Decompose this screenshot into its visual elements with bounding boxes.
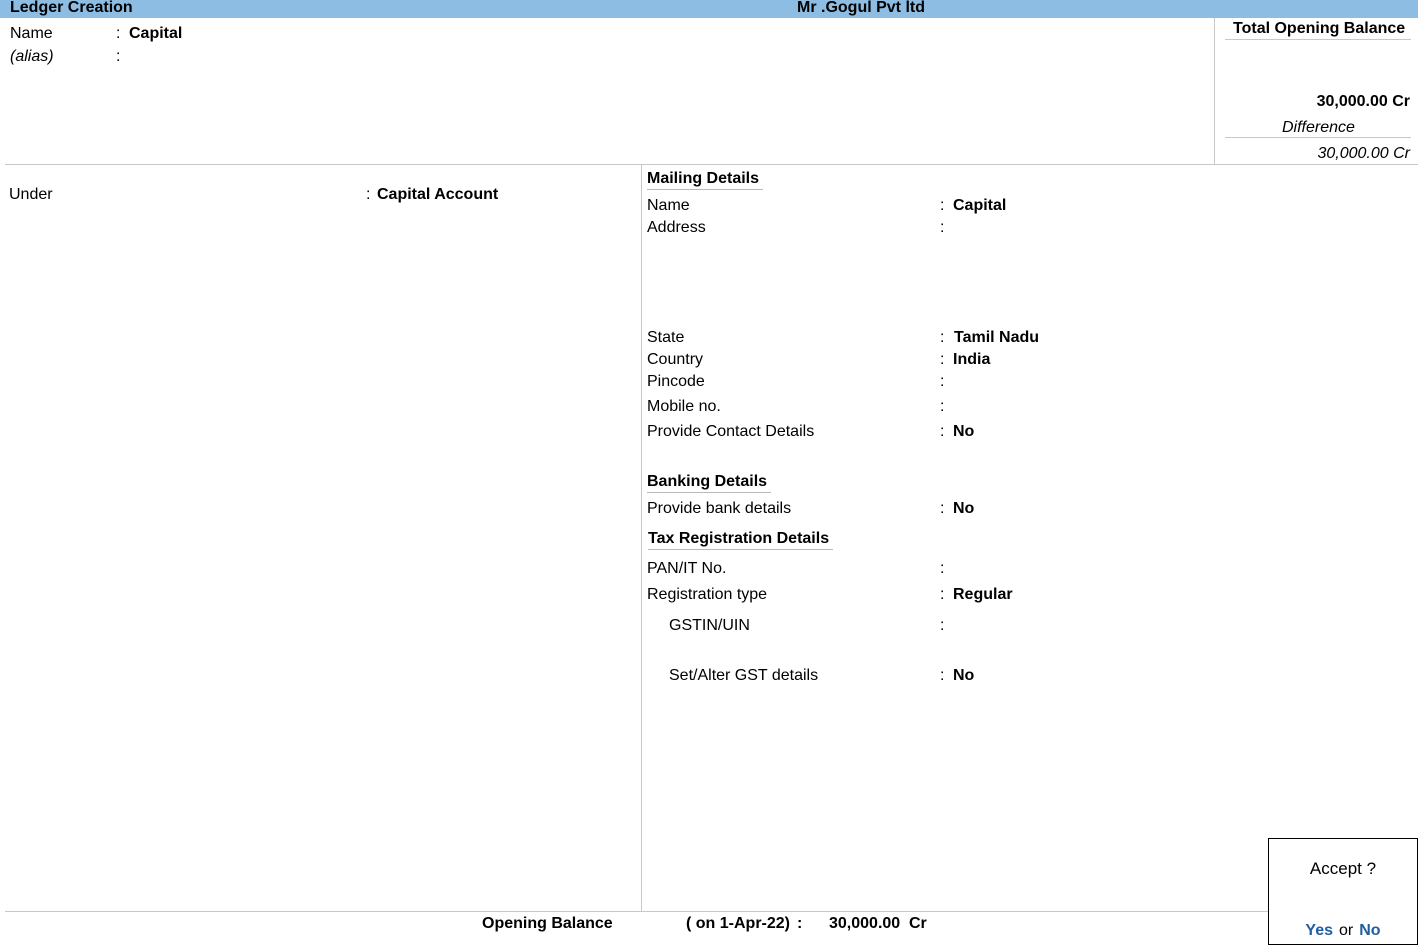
- title-bar: [0, 0, 1418, 18]
- mobile-colon: :: [940, 398, 945, 415]
- registration-type-field[interactable]: Regular: [953, 586, 1013, 603]
- address-label: Address: [647, 219, 706, 236]
- gst-details-colon: :: [940, 667, 945, 684]
- under-field[interactable]: Capital Account: [377, 186, 499, 203]
- under-colon: :: [366, 186, 371, 203]
- name-label: Name: [10, 25, 53, 42]
- name-colon: :: [116, 25, 121, 42]
- total-opening-balance-value: 30,000.00 Cr: [1316, 93, 1410, 110]
- mobile-field[interactable]: [953, 398, 1103, 416]
- mailing-name-colon: :: [940, 197, 945, 214]
- country-colon: :: [940, 351, 945, 368]
- total-opening-balance-panel: [1214, 18, 1418, 164]
- tax-registration-heading: Tax Registration Details: [648, 530, 833, 550]
- difference-value: 30,000.00 Cr: [1317, 145, 1410, 162]
- top-section-divider: [5, 164, 1418, 165]
- mailing-name-label: Name: [647, 197, 690, 214]
- company-name: Mr .Gogul Pvt ltd: [797, 0, 925, 16]
- state-colon: :: [940, 329, 945, 346]
- mobile-label: Mobile no.: [647, 398, 721, 415]
- contact-details-field[interactable]: No: [953, 423, 975, 440]
- bank-details-field[interactable]: No: [953, 500, 975, 517]
- opening-balance-amount[interactable]: 30,000.00: [829, 915, 901, 932]
- address-field[interactable]: [953, 219, 1253, 237]
- opening-balance-label: Opening Balance: [482, 915, 613, 932]
- gstin-colon: :: [940, 617, 945, 634]
- difference-label: Difference: [1282, 119, 1355, 136]
- pincode-label: Pincode: [647, 373, 705, 390]
- bank-details-label: Provide bank details: [647, 500, 792, 517]
- opening-balance-crdr[interactable]: Cr: [909, 915, 927, 932]
- pane-divider: [641, 164, 642, 911]
- pincode-field[interactable]: [953, 373, 1103, 391]
- no-button[interactable]: No: [1359, 922, 1381, 939]
- pan-field[interactable]: [953, 560, 1103, 578]
- accept-question: Accept ?: [1309, 859, 1377, 878]
- accept-choices: [1269, 922, 1417, 940]
- name-field[interactable]: Capital: [129, 25, 183, 42]
- state-field[interactable]: Tamil Nadu: [954, 329, 1040, 346]
- gstin-label: GSTIN/UIN: [669, 617, 750, 634]
- pincode-colon: :: [940, 373, 945, 390]
- opening-balance-date: ( on 1-Apr-22): [686, 915, 790, 932]
- address-colon: :: [940, 219, 945, 236]
- alias-field[interactable]: [129, 48, 329, 66]
- mailing-details-heading: Mailing Details: [647, 170, 763, 190]
- gst-details-label: Set/Alter GST details: [669, 667, 819, 684]
- alias-colon: :: [116, 48, 121, 65]
- total-opening-balance-title: Total Opening Balance: [1233, 20, 1406, 37]
- screen-title: Ledger Creation: [10, 0, 133, 16]
- state-label: State: [647, 329, 685, 346]
- yes-button[interactable]: Yes: [1305, 922, 1334, 939]
- country-field[interactable]: India: [953, 351, 991, 368]
- under-label: Under: [9, 186, 53, 203]
- country-label: Country: [647, 351, 704, 368]
- banking-details-heading: Banking Details: [647, 473, 771, 493]
- contact-details-label: Provide Contact Details: [647, 423, 815, 440]
- or-text: or: [1339, 922, 1354, 939]
- pan-label: PAN/IT No.: [647, 560, 727, 577]
- registration-type-label: Registration type: [647, 586, 768, 603]
- panel-title-divider: [1225, 39, 1411, 40]
- opening-balance-colon: :: [797, 915, 803, 932]
- accept-dialog: [1268, 838, 1418, 945]
- pan-colon: :: [940, 560, 945, 577]
- mailing-name-field[interactable]: Capital: [953, 197, 1007, 214]
- alias-label: (alias): [10, 48, 54, 65]
- bank-details-colon: :: [940, 500, 945, 517]
- footer-divider: [5, 911, 1268, 912]
- gstin-field[interactable]: [953, 617, 1153, 635]
- difference-divider: [1225, 137, 1411, 138]
- gst-details-field[interactable]: No: [953, 667, 975, 684]
- contact-details-colon: :: [940, 423, 945, 440]
- registration-type-colon: :: [940, 586, 945, 603]
